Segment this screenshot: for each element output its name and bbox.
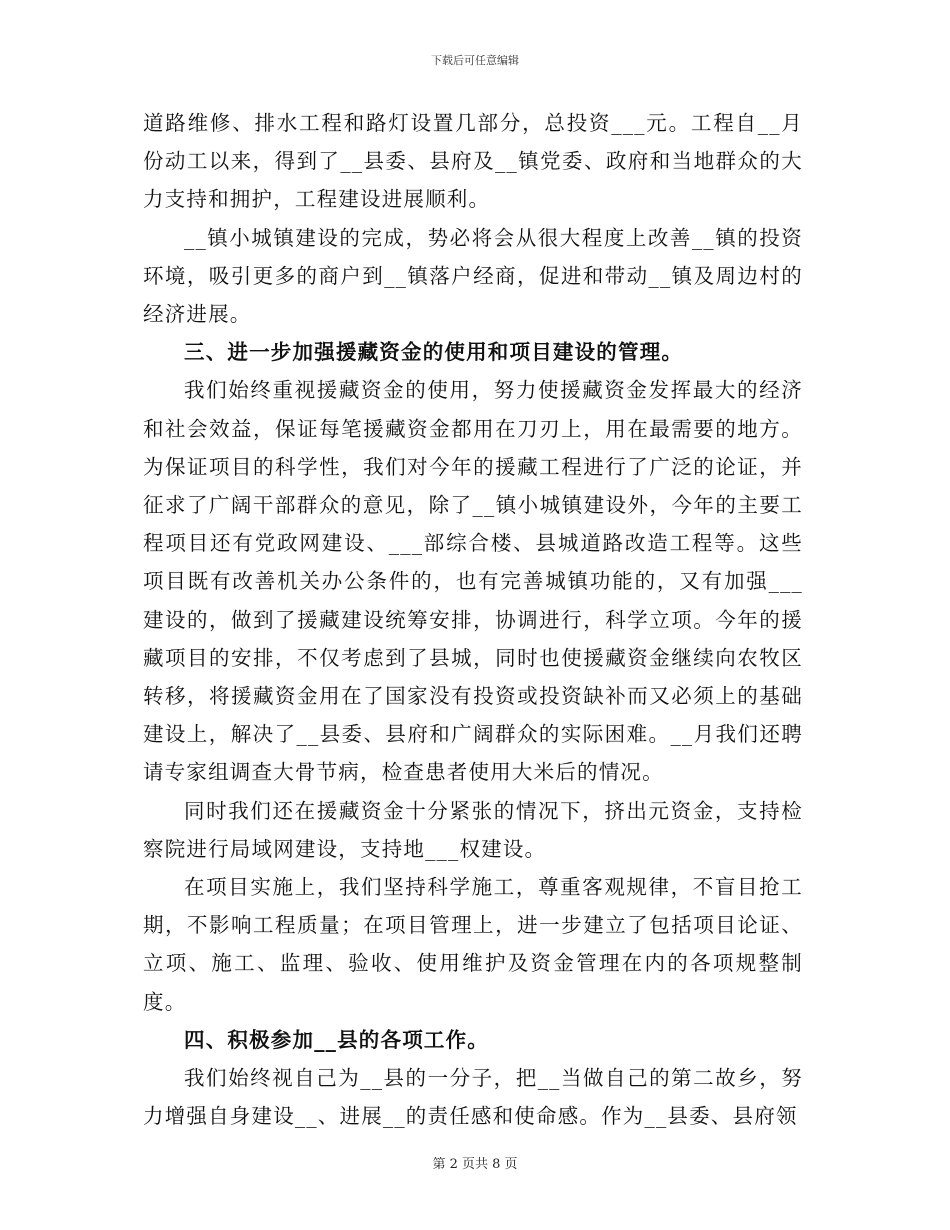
page-header: 下载后可任意编辑 (431, 54, 519, 67)
body-paragraph: 在项目实施上，我们坚持科学施工，尊重客观规律，不盲目抢工期，不影响工程质量；在项目管理上，进一步建立了包括项目论证、立项、施工、监理、验收、使用维护及资金管理在内的各项规整制度。 (143, 875, 803, 1014)
body-paragraph: 我们始终视自己为__县的一分子，把__当做自己的第二故乡，努力增强自身建设__、进展__的责任感和使命感。作为__县委、县府领 (143, 1066, 803, 1129)
body-paragraph: 同时我们还在援藏资金十分紧张的情况下，挤出元资金，支持检察院进行局域网建设，支持地___权建设。 (143, 798, 803, 861)
body-paragraph: 道路维修、排水工程和路灯设置几部分，总投资___元。工程自__月份动工以来，得到了__县委、县府及__镇党委、政府和当地群众的大力支持和拥护，工程建设进展顺利。 (143, 111, 803, 212)
section-heading: 四、积极参加__县的各项工作。 (184, 1027, 489, 1052)
body-paragraph: 我们始终重视援藏资金的使用，努力使援藏资金发挥最大的经济和社会效益，保证每笔援藏资金都用在刀刃上，用在最需要的地方。为保证项目的科学性，我们对今年的援藏工程进行了广泛的论证，并征求了广阔干部群众的意见，除了__镇小城镇建设外，今年的主要工程项目还有党政网建设、___部综合楼、县城道路改造工程等。这些项目既有改善机关办公条件的，也有完善城镇功能的，又有加强___建设的，做到了援藏建设统筹安排，协调进行，科学立项。今年的援藏项目的安排，不仅考虑到了县城，同时也使援藏资金继续向农牧区转移，将援藏资金用在了国家没有投资或投资缺补而又必须上的基础建设上，解决了__县委、县府和广阔群众的实际困难。__月我们还聘请专家组调查大骨节病，检查患者使用大米后的情况。 (143, 378, 803, 785)
section-heading: 三、进一步加强援藏资金的使用和项目建设的管理。 (184, 340, 684, 365)
document-body (143, 104, 803, 1135)
body-paragraph: __镇小城镇建设的完成，势必将会从很大程度上改善__镇的投资环境，吸引更多的商户到__镇落户经商，促进和带动__镇及周边村的经济进展。 (143, 225, 803, 327)
page-footer: 第 2 页共 8 页 (432, 1157, 518, 1172)
